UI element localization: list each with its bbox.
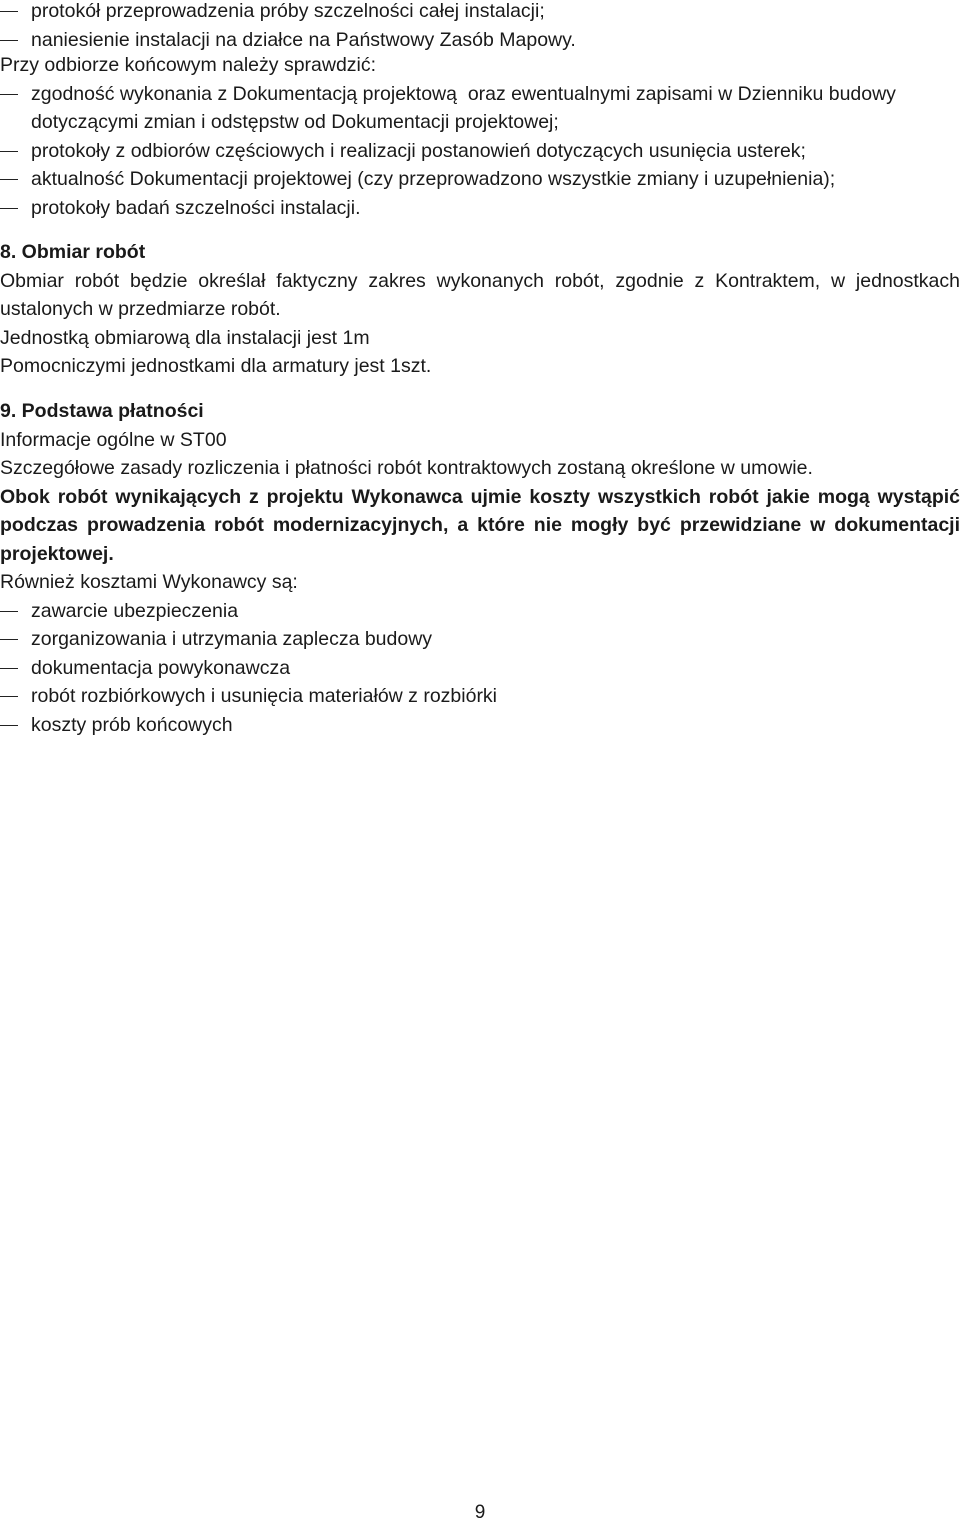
final-check-intro: Przy odbiorze końcowym należy sprawdzić: xyxy=(0,54,377,76)
list-item-continuation: dotyczącymi zmian i odstępstw od Dokumentacji projektowej; xyxy=(31,111,559,133)
dash-bullet-icon xyxy=(0,611,18,612)
section-9 xyxy=(0,397,960,739)
bold-paragraph-line: Obok robót wynikających z projektu Wykonawca ujmie koszty wszystkich robót jakie mogą wystąpić xyxy=(0,485,960,508)
list-item: zawarcie ubezpieczenia xyxy=(0,597,960,626)
section-8-paragraph-line: ustalonych w przedmiarze robót. xyxy=(0,298,281,320)
list-item: protokoły badań szczelności instalacji. xyxy=(0,194,960,223)
section-8-heading: 8. Obmiar robót xyxy=(0,241,146,263)
list-item: naniesienie instalacji na działce na Państwowy Zasób Mapowy. xyxy=(0,26,960,55)
list-item: dokumentacja powykonawcza xyxy=(0,654,960,683)
section-8-paragraph-line: Obmiar robót będzie określał faktyczny zakres wykonanych robót, zgodnie z Kontraktem, w jednostkach xyxy=(0,269,960,292)
costs-intro: Również kosztami Wykonawcy są: xyxy=(0,571,298,593)
list-item: koszty prób końcowych xyxy=(0,711,960,740)
dash-bullet-icon xyxy=(0,668,18,669)
payment-details: Szczegółowe zasady rozliczenia i płatności robót kontraktowych zostaną określone w umowie. xyxy=(0,457,813,479)
section-8 xyxy=(0,238,960,381)
list-item: protokoły z odbiorów częściowych i realizacji postanowień dotyczących usunięcia usterek; xyxy=(0,137,960,166)
dash-bullet-icon xyxy=(0,696,18,697)
list-item: robót rozbiórkowych i usunięcia materiałów z rozbiórki xyxy=(0,682,960,711)
section-9-heading: 9. Podstawa płatności xyxy=(0,400,204,422)
dash-bullet-icon xyxy=(0,639,18,640)
dash-bullet-icon xyxy=(0,208,18,209)
dash-bullet-icon xyxy=(0,179,18,180)
bold-paragraph-line: podczas prowadzenia robót modernizacyjnych, a które nie mogły być przewidziane w dokumentacji xyxy=(0,514,960,536)
general-info: Informacje ogólne w ST00 xyxy=(0,428,227,451)
list-item: zgodność wykonania z Dokumentacją projektową oraz ewentualnymi zapisami w Dzienniku budowy xyxy=(0,80,960,109)
dash-bullet-icon xyxy=(0,40,18,41)
dash-bullet-icon xyxy=(0,94,18,95)
list-item: aktualność Dokumentacji projektowej (czy przeprowadzono wszystkie zmiany i uzupełnienia); xyxy=(0,165,960,194)
aux-unit-statement: Pomocniczymi jednostkami dla armatury jest 1szt. xyxy=(0,355,432,377)
page-number: 9 xyxy=(474,1502,486,1523)
dash-bullet-icon xyxy=(0,725,18,726)
dash-bullet-icon xyxy=(0,151,18,152)
dash-bullet-icon xyxy=(0,11,18,12)
unit-statement: Jednostką obmiarową dla instalacji jest 1m xyxy=(0,326,370,349)
top-list xyxy=(0,0,960,54)
final-check-section xyxy=(0,51,960,222)
list-item: protokół przeprowadzenia próby szczelności całej instalacji; xyxy=(0,0,960,26)
bold-paragraph-line: projektowej. xyxy=(0,542,114,565)
list-item: zorganizowania i utrzymania zaplecza budowy xyxy=(0,625,960,654)
